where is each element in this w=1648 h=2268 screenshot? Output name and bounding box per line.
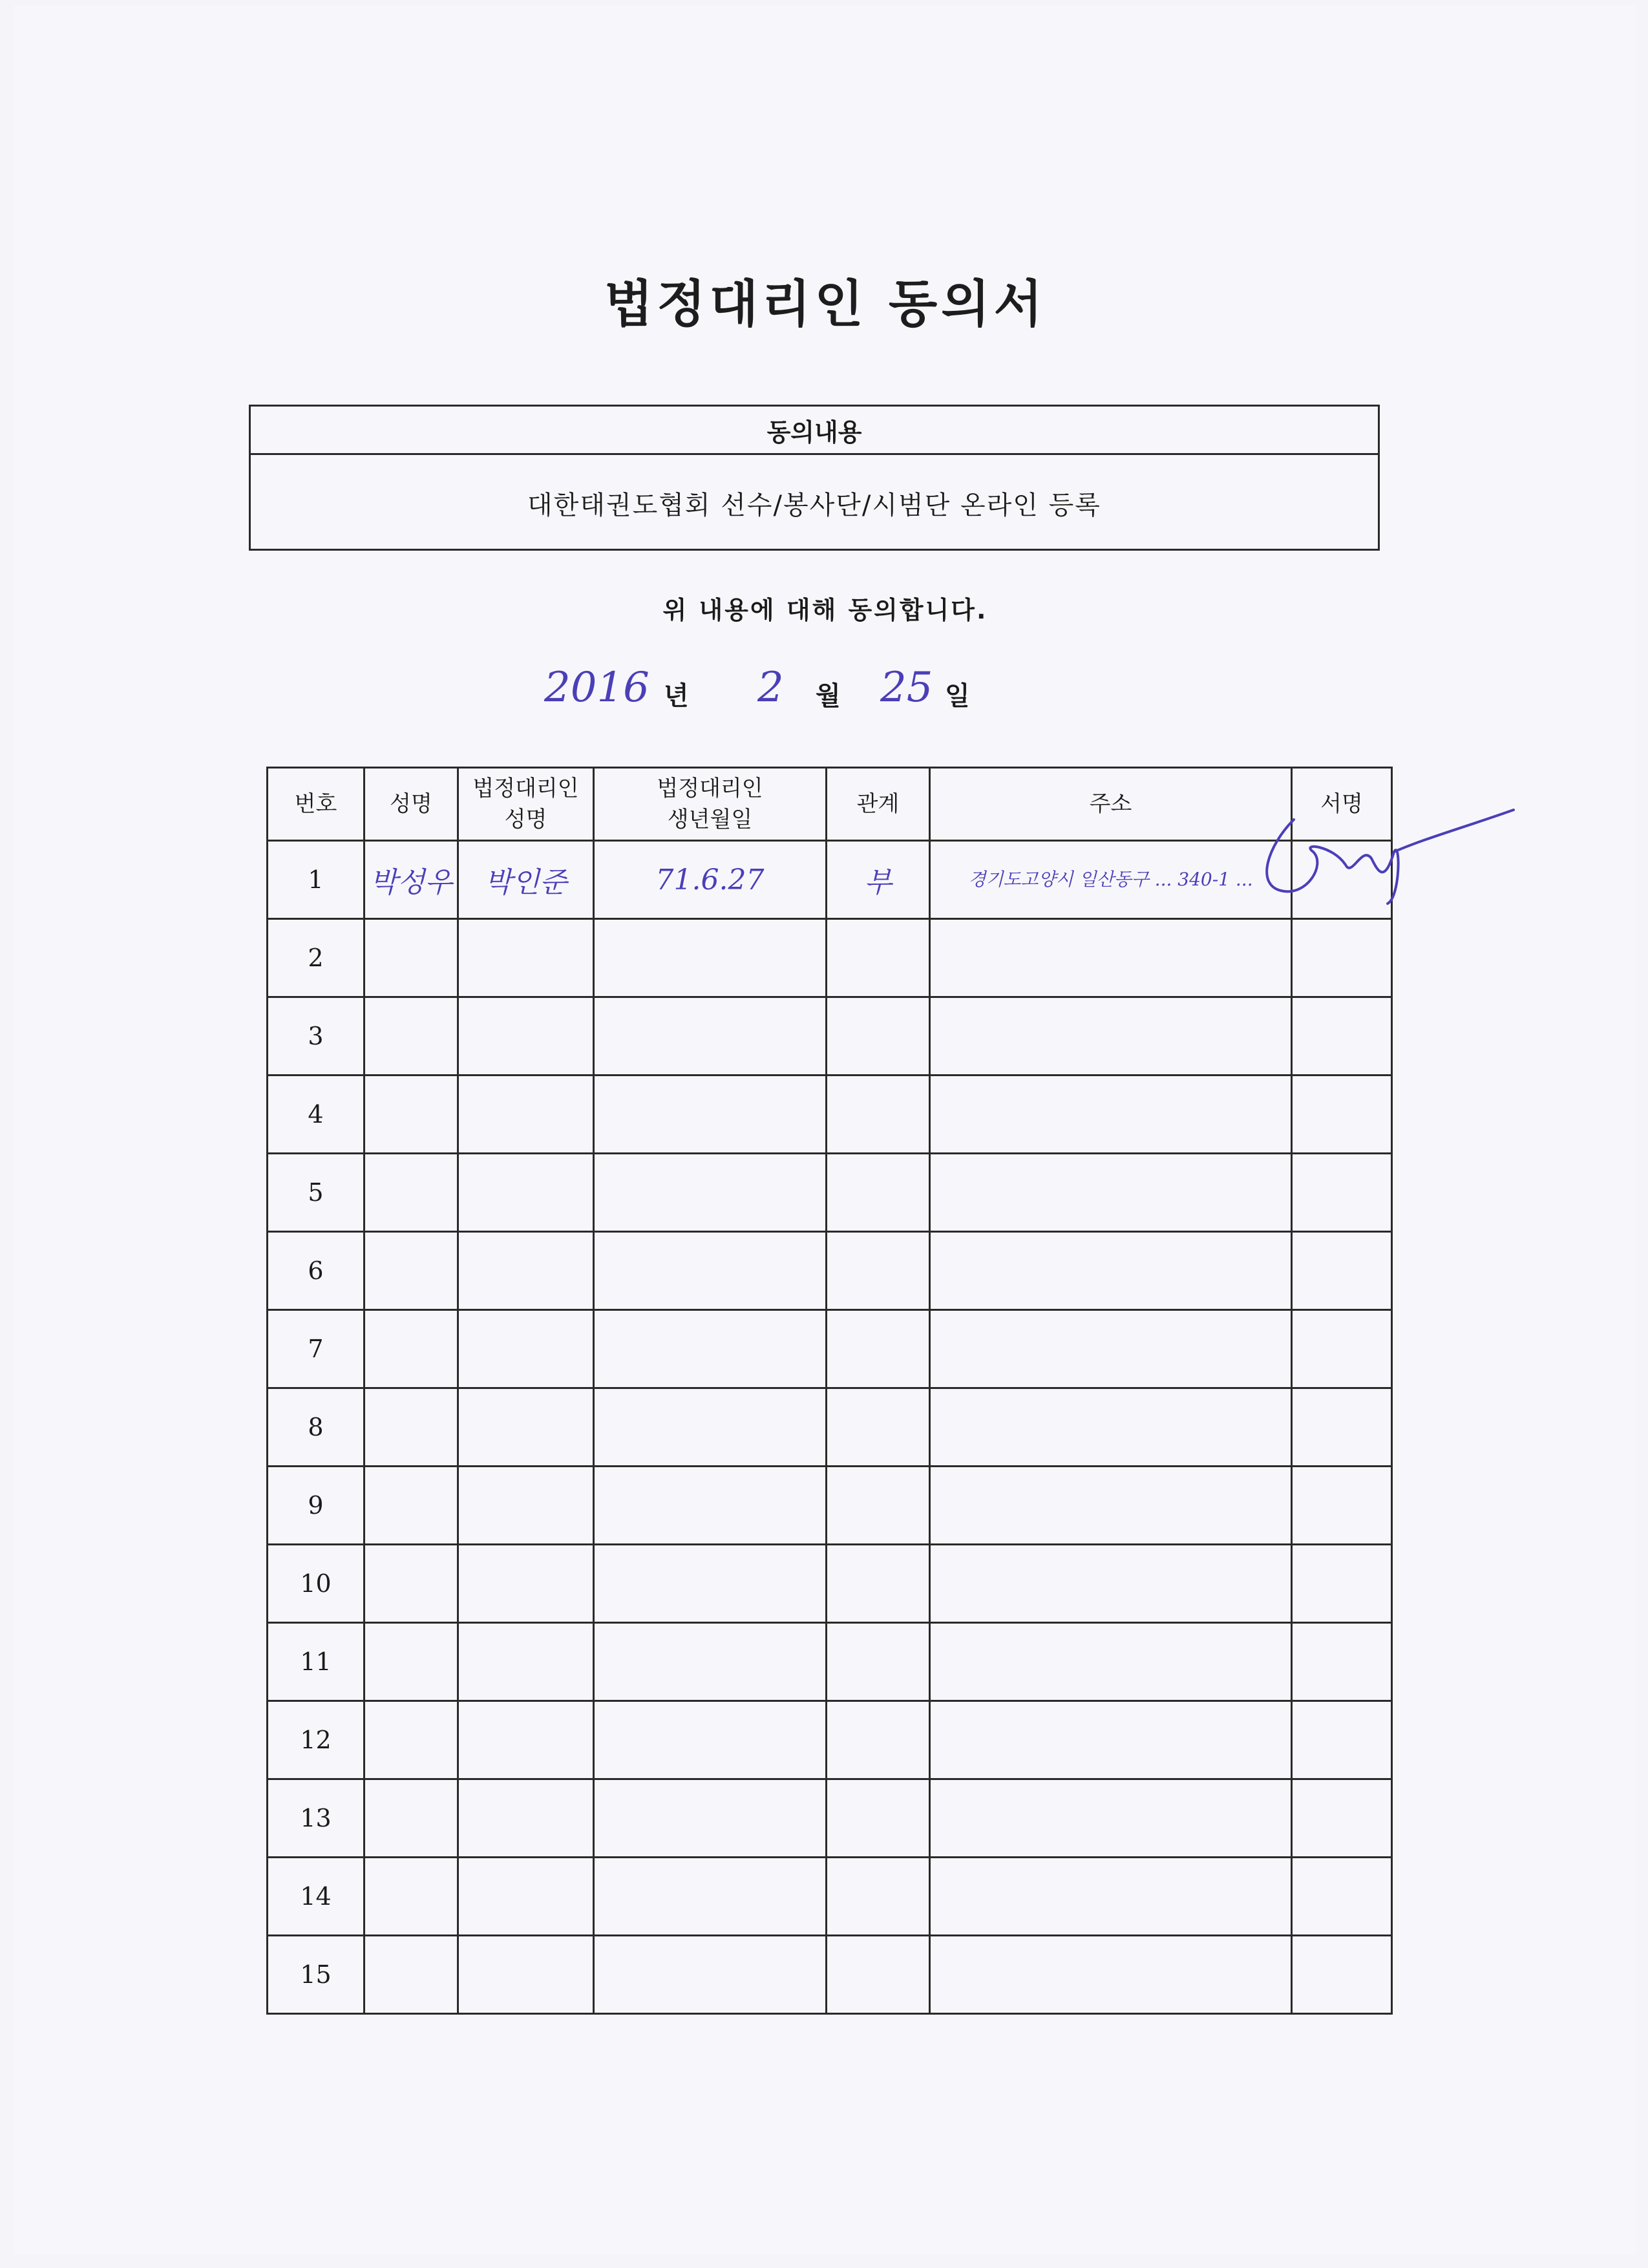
cell-no: 4 [268,1076,364,1154]
cell-name [364,1779,458,1858]
cell-relation: 부 [827,841,930,919]
cell-guardian-birth [594,1076,827,1154]
consent-header: 동의내용 [251,407,1378,455]
table-row [268,1858,1392,1936]
date-month-label: 월 [816,681,841,711]
header-guardian-birth-line2: 생년월일 [667,807,753,832]
document-title: 법정대리인 동의서 [604,275,1046,334]
document-page [14,5,1636,2254]
cell-guardian-birth [594,1467,827,1545]
cell-guardian-name [458,1076,594,1154]
table-row [268,1388,1392,1467]
cell-signature [1292,1310,1392,1388]
cell-name [364,1623,458,1701]
agree-statement: 위 내용에 대해 동의합니다. [662,596,988,624]
cell-name [364,1936,458,2014]
cell-relation [827,1388,930,1467]
cell-address [930,1701,1292,1779]
cell-no: 8 [268,1388,364,1467]
cell-guardian-name [458,1388,594,1467]
cell-relation [827,1467,930,1545]
cell-guardian-birth [594,997,827,1076]
cell-address: 경기도고양시 일산동구 ... 340-1 ... [930,841,1292,919]
date-year-handwritten: 2016 [544,664,650,712]
date-line [531,661,1113,719]
header-guardian-birth [594,768,827,841]
table-row [268,997,1392,1076]
cell-guardian-name: 박인준 [458,841,594,919]
cell-relation [827,1701,930,1779]
cell-relation [827,1154,930,1232]
cell-no: 9 [268,1467,364,1545]
cell-guardian-name [458,1623,594,1701]
cell-address [930,1545,1292,1623]
cell-signature [1292,1701,1392,1779]
cell-guardian-birth [594,1310,827,1388]
cell-guardian-birth [594,1388,827,1467]
cell-no: 7 [268,1310,364,1388]
cell-guardian-birth [594,1701,827,1779]
cell-signature [1292,1936,1392,2014]
cell-no: 11 [268,1623,364,1701]
cell-address [930,1076,1292,1154]
table-row [268,1936,1392,2014]
table-row [268,1545,1392,1623]
table-row [268,1232,1392,1310]
header-relation: 관계 [827,768,930,841]
cell-address [930,1154,1292,1232]
cell-address [930,1467,1292,1545]
cell-address [930,1779,1292,1858]
cell-guardian-birth [594,1779,827,1858]
cell-name [364,1467,458,1545]
cell-signature [1292,1467,1392,1545]
cell-guardian-birth [594,919,827,997]
cell-signature [1292,1623,1392,1701]
cell-relation [827,919,930,997]
header-guardian-birth-line1: 법정대리인 [657,776,763,801]
date-day-label: 일 [945,681,970,711]
table-row [268,841,1392,919]
cell-name [364,1076,458,1154]
date-year-label: 년 [664,681,689,711]
header-name: 성명 [364,768,458,841]
cell-guardian-name [458,997,594,1076]
cell-relation [827,1310,930,1388]
cell-guardian-name [458,919,594,997]
cell-no: 12 [268,1701,364,1779]
cell-guardian-name [458,1936,594,2014]
cell-no: 15 [268,1936,364,2014]
cell-guardian-name [458,1858,594,1936]
cell-no: 14 [268,1858,364,1936]
table-row [268,1623,1392,1701]
cell-address [930,919,1292,997]
cell-name [364,1701,458,1779]
cell-relation [827,1858,930,1936]
cell-signature [1292,919,1392,997]
cell-signature [1292,1076,1392,1154]
cell-signature [1292,1779,1392,1858]
cell-no: 3 [268,997,364,1076]
header-guardian-name-line2: 성명 [504,807,547,832]
cell-signature [1292,1858,1392,1936]
header-guardian-name-line1: 법정대리인 [472,776,579,801]
cell-no: 13 [268,1779,364,1858]
cell-relation [827,1232,930,1310]
cell-address [930,1232,1292,1310]
cell-no: 6 [268,1232,364,1310]
cell-address [930,1310,1292,1388]
cell-signature [1292,1388,1392,1467]
consent-body: 대한태권도협회 선수/봉사단/시범단 온라인 등록 [527,490,1101,520]
cell-name: 박성우 [364,841,458,919]
signature-scribble [1255,807,1527,910]
cell-address [930,1388,1292,1467]
cell-guardian-birth [594,1858,827,1936]
cell-name [364,1310,458,1388]
header-signature: 서명 [1292,768,1392,841]
table-row [268,1467,1392,1545]
cell-signature [1292,1545,1392,1623]
table-row [268,1076,1392,1154]
cell-guardian-name [458,1701,594,1779]
header-no: 번호 [268,768,364,841]
cell-guardian-birth [594,1936,827,2014]
cell-relation [827,1623,930,1701]
cell-relation [827,1076,930,1154]
table-row [268,1779,1392,1858]
cell-address [930,997,1292,1076]
cell-address [930,1936,1292,2014]
table-header-row [268,768,1392,841]
cell-guardian-birth [594,1232,827,1310]
cell-name [364,1858,458,1936]
cell-guardian-birth [594,1545,827,1623]
cell-relation [827,1779,930,1858]
cell-guardian-name [458,1779,594,1858]
cell-guardian-birth: 71.6.27 [594,841,827,919]
cell-address [930,1858,1292,1936]
cell-name [364,1154,458,1232]
cell-name [364,1232,458,1310]
cell-address [930,1623,1292,1701]
cell-name [364,1545,458,1623]
cell-no: 2 [268,919,364,997]
cell-name [364,997,458,1076]
date-month-handwritten: 2 [757,664,784,712]
cell-guardian-name [458,1154,594,1232]
cell-guardian-name [458,1467,594,1545]
table-row [268,1310,1392,1388]
table-row [268,919,1392,997]
cell-guardian-birth [594,1623,827,1701]
cell-relation [827,1545,930,1623]
registration-table [266,767,1393,2015]
cell-name [364,919,458,997]
cell-no: 10 [268,1545,364,1623]
cell-relation [827,1936,930,2014]
consent-box [249,405,1380,551]
header-address: 주소 [930,768,1292,841]
cell-signature [1292,1232,1392,1310]
cell-relation [827,997,930,1076]
cell-guardian-name [458,1310,594,1388]
cell-signature [1292,1154,1392,1232]
table-row [268,1701,1392,1779]
cell-signature [1292,997,1392,1076]
date-day-handwritten: 25 [880,664,933,712]
cell-guardian-name [458,1545,594,1623]
cell-no: 1 [268,841,364,919]
cell-name [364,1388,458,1467]
cell-no: 5 [268,1154,364,1232]
cell-guardian-name [458,1232,594,1310]
cell-guardian-birth [594,1154,827,1232]
table-row [268,1154,1392,1232]
header-guardian-name [458,768,594,841]
